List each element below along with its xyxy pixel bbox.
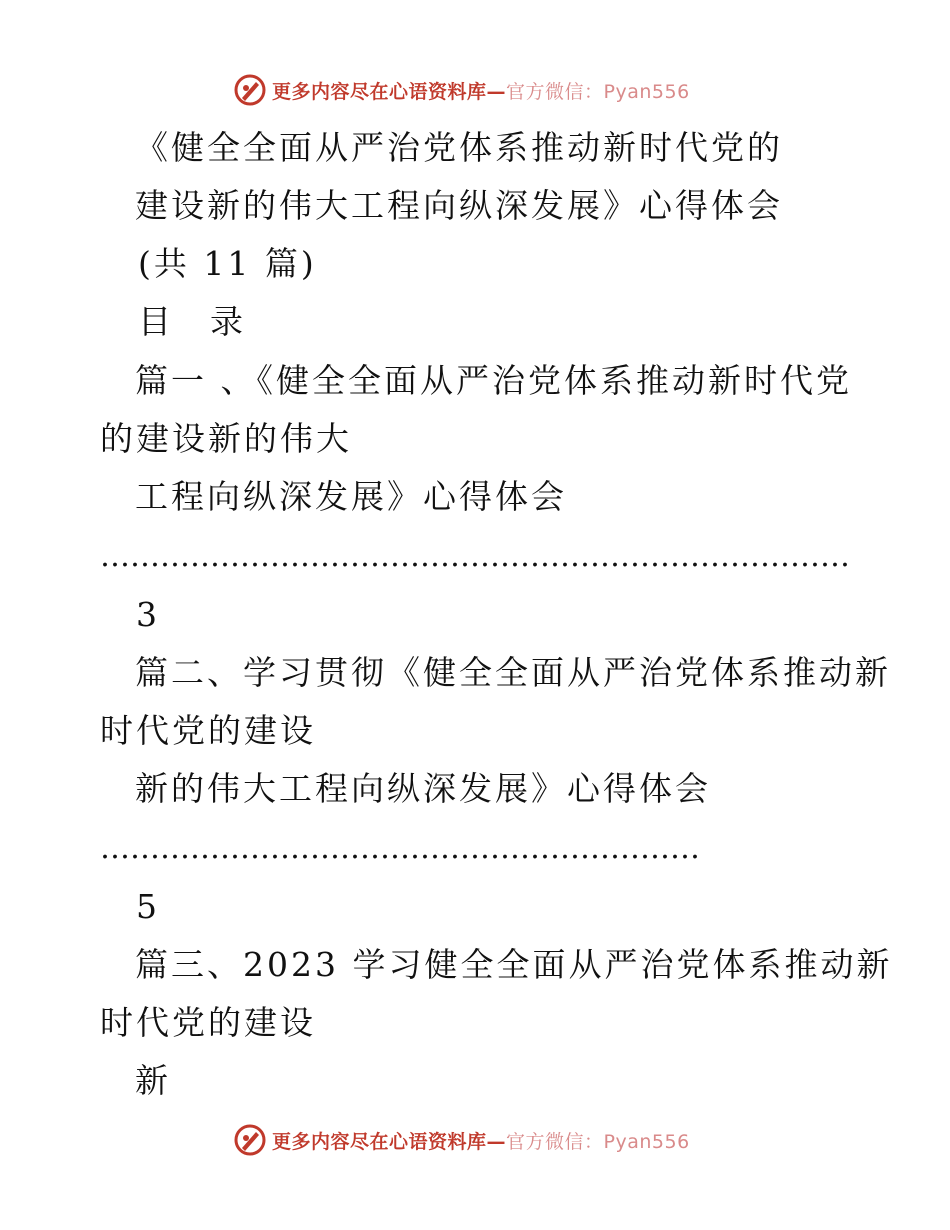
toc-entry-1-page-number[interactable]: 3 bbox=[136, 595, 160, 634]
doc-count: (共 11 篇) bbox=[138, 244, 317, 283]
footer-banner bbox=[234, 1123, 690, 1157]
banner-text: 更多内容尽在心语资料库—官方微信：Pyan556 bbox=[272, 1130, 690, 1153]
doc-title-line-2: 建设新的伟大工程向纵深发展》心得体会 bbox=[135, 186, 783, 225]
banner-text: 更多内容尽在心语资料库—官方微信：Pyan556 bbox=[272, 80, 690, 103]
toc-entry-2-leader-dots: …………………………………………………… bbox=[100, 831, 700, 866]
pen-logo-icon bbox=[234, 74, 266, 106]
pen-logo-icon bbox=[234, 1124, 266, 1156]
doc-title-line-1: 《健全全面从严治党体系推动新时代党的 bbox=[135, 128, 783, 167]
toc-entry-1-leader-dots: ………………………………………………………………… bbox=[100, 539, 850, 574]
toc-heading: 目 录 bbox=[138, 302, 246, 341]
toc-entry-2-page-number[interactable]: 5 bbox=[136, 887, 160, 926]
toc-entry-3-line-1[interactable]: 篇三、2023 学习健全全面从严治党体系推动新 bbox=[135, 945, 893, 984]
toc-entry-3-line-2[interactable]: 时代党的建设 bbox=[100, 1003, 316, 1042]
toc-entry-1-line-1[interactable]: 篇一 、《健全全面从严治党体系推动新时代党 bbox=[135, 361, 852, 400]
header-banner bbox=[234, 73, 690, 107]
toc-entry-2-line-3[interactable]: 新的伟大工程向纵深发展》心得体会 bbox=[135, 769, 711, 808]
toc-entry-2-line-2[interactable]: 时代党的建设 bbox=[100, 711, 316, 750]
toc-entry-1-line-2[interactable]: 的建设新的伟大 bbox=[100, 419, 352, 458]
toc-entry-3-line-3[interactable]: 新 bbox=[135, 1061, 171, 1100]
toc-entry-1-line-3[interactable]: 工程向纵深发展》心得体会 bbox=[135, 477, 567, 516]
toc-entry-2-line-1[interactable]: 篇二、学习贯彻《健全全面从严治党体系推动新 bbox=[135, 653, 891, 692]
